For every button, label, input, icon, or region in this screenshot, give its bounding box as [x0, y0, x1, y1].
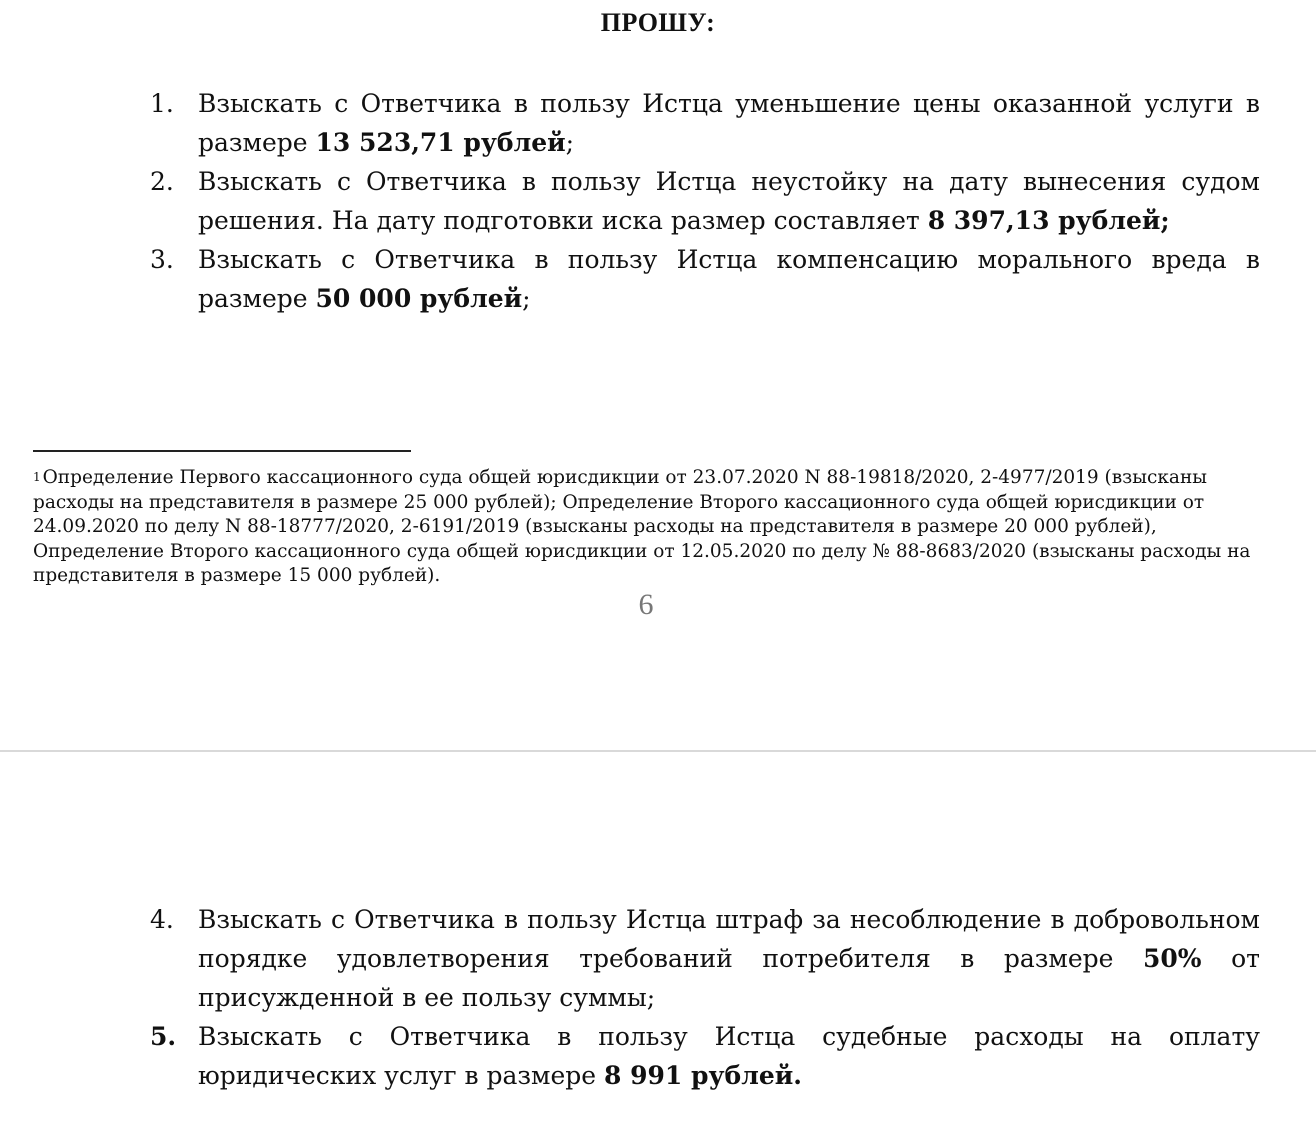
claims-list	[150, 900, 1260, 1095]
claim-item	[150, 84, 1260, 162]
claim-text: Взыскать с Ответчика в пользу Истца неустойку на дату вынесения судом решения. На дату подготовки иска размер составляет	[198, 167, 1260, 235]
claim-tail: ;	[565, 128, 575, 157]
footnote	[33, 466, 1253, 589]
claim-number: 3.	[150, 245, 174, 274]
claim-text: Взыскать с Ответчика в пользу Истца судебные расходы на оплату юридических услуг в размере	[198, 1022, 1260, 1090]
claim-number: 4.	[150, 905, 174, 934]
claim-number: 2.	[150, 167, 174, 196]
claim-amount: 50 000 рублей	[315, 284, 523, 313]
claim-amount: 50%	[1143, 944, 1202, 973]
claim-tail: от присужденной в ее пользу суммы;	[198, 944, 1260, 1012]
claim-item	[150, 900, 1260, 1017]
claim-tail: ;	[522, 284, 531, 313]
claim-number: 1.	[150, 89, 174, 118]
page-number: 6	[638, 588, 654, 621]
claim-amount: 8 991 рублей.	[604, 1061, 802, 1090]
claim-item	[150, 1017, 1260, 1095]
claims-list	[150, 84, 1260, 318]
claim-text: Взыскать с Ответчика в пользу Истца компенсацию морального вреда в размере	[198, 245, 1260, 313]
claim-number: 5.	[150, 1022, 177, 1051]
claim-text: Взыскать с Ответчика в пользу Истца штраф за несоблюдение в добровольном порядке удовлетворения требований потребителя в размере	[198, 905, 1260, 973]
footnote-marker: 1	[33, 470, 41, 484]
claim-item	[150, 240, 1260, 318]
footnote-text: Определение Первого кассационного суда общей юрисдикции от 23.07.2020 N 88-19818/2020, 2-4977/2019 (взысканы расходы на представителя в размере 25 000 рублей); Определение Второго кассационного суда общей юрисдикции от 24.09.2020 по делу N 88-18777/2020, 2-6191/2019 (взысканы расходы на представителя в размере 20 000 рублей), Определение Второго кассационного суда общей юрисдикции от 12.05.2020 по делу № 88-8683/2020 (взысканы расходы на представителя в размере 15 000 рублей).	[33, 467, 1251, 586]
claim-amount: 13 523,71 рублей	[315, 128, 566, 157]
document-page	[0, 752, 1316, 1128]
claim-amount: 8 397,13 рублей;	[927, 206, 1170, 235]
claim-item	[150, 162, 1260, 240]
claim-text: Взыскать с Ответчика в пользу Истца уменьшение цены оказанной услуги в размере	[198, 89, 1260, 157]
footnote-separator	[33, 450, 411, 452]
page-heading: ПРОШУ:	[600, 8, 716, 37]
